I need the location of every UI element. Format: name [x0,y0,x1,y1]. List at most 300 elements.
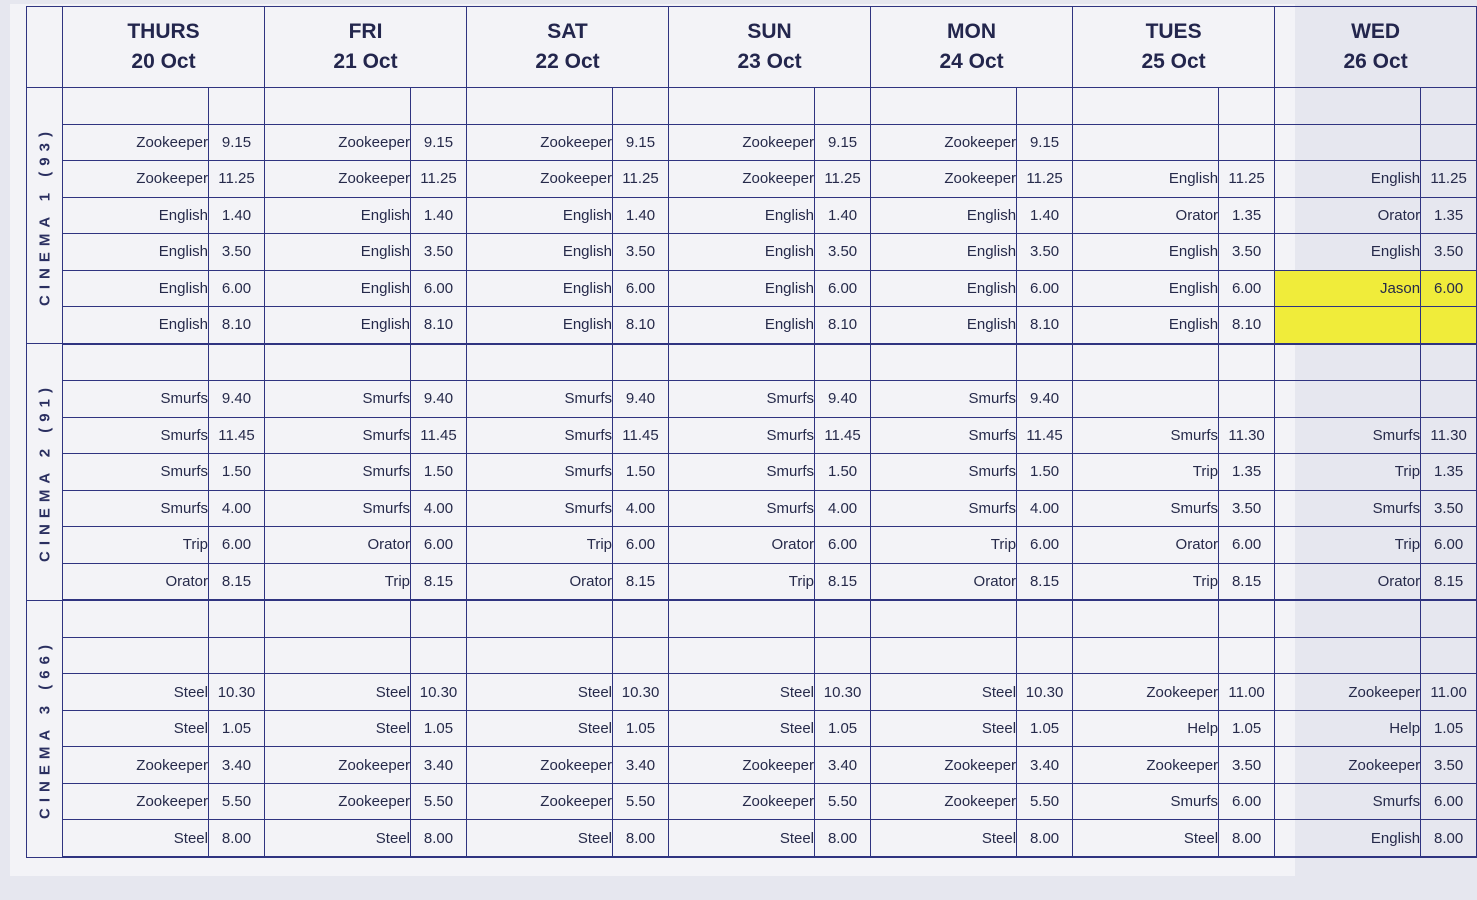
day-name: WED [1351,20,1401,43]
show-time: 9.15 [613,124,669,161]
film-title: English [1073,161,1219,198]
film-title: English [669,234,815,271]
film-title: English [265,270,411,307]
film-title: Zookeeper [669,747,815,784]
empty-cell [1219,88,1275,125]
film-title: English [467,307,613,344]
empty-cell [815,637,871,674]
show-time: 6.00 [1219,783,1275,820]
film-title: Zookeeper [467,747,613,784]
day-header-tues [1073,7,1275,88]
show-time: 6.00 [1421,783,1477,820]
show-time: 6.00 [815,270,871,307]
film-title: Zookeeper [63,783,209,820]
screening-row [27,234,1477,271]
day-date: 20 Oct [131,50,196,73]
show-time [1421,124,1477,161]
film-title: Smurfs [467,454,613,491]
show-time: 6.00 [209,270,265,307]
show-time: 9.40 [815,381,871,418]
show-time: 3.40 [209,747,265,784]
empty-cell [1017,637,1073,674]
show-time: 8.00 [1219,820,1275,857]
screening-row [27,270,1477,307]
show-time: 11.45 [1017,417,1073,454]
film-title: Smurfs [1275,417,1421,454]
film-title: English [871,307,1017,344]
show-time: 3.40 [1017,747,1073,784]
empty-cell [1421,637,1477,674]
show-time: 6.00 [1421,270,1477,307]
empty-cell [669,600,815,637]
empty-cell [411,600,467,637]
film-title: Zookeeper [265,124,411,161]
film-title [1275,124,1421,161]
day-name: SAT [547,20,588,43]
show-time [1421,381,1477,418]
film-title: Steel [669,674,815,711]
screening-row [27,161,1477,198]
empty-cell [1017,344,1073,381]
show-time: 6.00 [1017,527,1073,564]
show-time: 8.15 [613,563,669,600]
film-title: Orator [1275,197,1421,234]
show-time: 4.00 [209,490,265,527]
show-time: 1.05 [411,710,467,747]
empty-cell [1073,344,1219,381]
show-time: 9.15 [411,124,467,161]
show-time: 3.50 [1421,490,1477,527]
show-time: 4.00 [1017,490,1073,527]
empty-cell [1275,637,1421,674]
show-time: 8.00 [1017,820,1073,857]
show-time: 1.35 [1219,454,1275,491]
empty-cell [613,600,669,637]
film-title: Steel [265,710,411,747]
screening-row [27,563,1477,600]
film-title: Zookeeper [265,747,411,784]
show-time: 11.25 [1421,161,1477,198]
film-title: Smurfs [63,381,209,418]
empty-cell [1017,600,1073,637]
empty-cell [1219,344,1275,381]
show-time: 1.05 [1421,710,1477,747]
film-title: Zookeeper [1275,747,1421,784]
empty-cell [871,344,1017,381]
show-time: 5.50 [209,783,265,820]
show-time: 3.40 [815,747,871,784]
show-time: 6.00 [1017,270,1073,307]
show-time: 6.00 [1219,270,1275,307]
film-title: Trip [1275,527,1421,564]
show-time: 5.50 [613,783,669,820]
show-time: 8.10 [1017,307,1073,344]
film-title: English [63,197,209,234]
film-title: Steel [467,710,613,747]
show-time: 1.05 [1017,710,1073,747]
film-title: Zookeeper [1073,747,1219,784]
empty-cell [1073,88,1219,125]
show-time: 8.10 [613,307,669,344]
film-title: Smurfs [265,381,411,418]
show-time: 10.30 [411,674,467,711]
show-time: 3.50 [1421,234,1477,271]
film-title: Zookeeper [467,161,613,198]
film-title: English [669,270,815,307]
film-title: Orator [1073,197,1219,234]
film-title: Steel [669,820,815,857]
show-time: 1.05 [613,710,669,747]
day-date: 26 Oct [1343,50,1408,73]
cinema-label-text: CINEMA 3 (66) [36,638,53,819]
film-title: English [1073,270,1219,307]
show-time: 1.35 [1421,454,1477,491]
show-time: 10.30 [209,674,265,711]
show-time: 6.00 [613,270,669,307]
screening-row [27,490,1477,527]
empty-cell [63,600,209,637]
show-time: 11.45 [815,417,871,454]
show-time: 11.45 [411,417,467,454]
empty-cell [265,600,411,637]
film-title: Smurfs [1073,417,1219,454]
day-header-mon [871,7,1073,88]
empty-cell [613,88,669,125]
show-time: 1.50 [815,454,871,491]
empty-cell [871,600,1017,637]
film-title: Trip [265,563,411,600]
show-time: 1.50 [209,454,265,491]
show-time: 8.10 [209,307,265,344]
film-title: Zookeeper [63,747,209,784]
empty-cell [669,637,815,674]
film-title: Orator [669,527,815,564]
film-title: Zookeeper [871,747,1017,784]
show-time: 3.40 [613,747,669,784]
film-title: English [669,197,815,234]
show-time: 8.15 [1421,563,1477,600]
show-time: 10.30 [815,674,871,711]
show-time: 1.40 [815,197,871,234]
film-title: Zookeeper [63,161,209,198]
show-time: 5.50 [815,783,871,820]
show-time: 3.50 [1219,747,1275,784]
empty-cell [63,637,209,674]
show-time: 1.35 [1219,197,1275,234]
film-title: Zookeeper [669,161,815,198]
film-title: Smurfs [1073,783,1219,820]
film-title: Smurfs [467,490,613,527]
empty-cell [871,88,1017,125]
show-time: 1.35 [1421,197,1477,234]
show-time: 5.50 [1017,783,1073,820]
screening-row [27,381,1477,418]
empty-cell [1073,637,1219,674]
film-title: Steel [63,674,209,711]
empty-cell [1421,88,1477,125]
show-time: 3.50 [1219,490,1275,527]
film-title: Zookeeper [669,124,815,161]
show-time: 10.30 [1017,674,1073,711]
film-title: Orator [265,527,411,564]
show-time: 11.25 [1219,161,1275,198]
show-time: 6.00 [209,527,265,564]
show-time: 8.00 [815,820,871,857]
show-time: 8.15 [815,563,871,600]
film-title: Zookeeper [871,783,1017,820]
schedule-sheet [10,4,1467,876]
show-time: 1.50 [1017,454,1073,491]
empty-cell [815,344,871,381]
film-title: Steel [871,820,1017,857]
show-time: 1.40 [1017,197,1073,234]
show-time: 5.50 [411,783,467,820]
film-title: Smurfs [265,454,411,491]
show-time: 3.50 [1421,747,1477,784]
show-time: 8.15 [1017,563,1073,600]
film-title: English [1275,820,1421,857]
film-title: Smurfs [871,417,1017,454]
day-header-fri [265,7,467,88]
corner-cell [27,7,63,88]
empty-cell [265,637,411,674]
show-time: 11.25 [613,161,669,198]
film-title: English [871,197,1017,234]
empty-cell [467,637,613,674]
cinema-2-label [27,344,63,601]
show-time: 11.00 [1219,674,1275,711]
empty-cell [1219,637,1275,674]
show-time: 4.00 [411,490,467,527]
show-time: 8.10 [1219,307,1275,344]
day-date: 25 Oct [1141,50,1206,73]
screening-row [27,197,1477,234]
show-time: 6.00 [1219,527,1275,564]
show-time: 3.50 [613,234,669,271]
film-title: English [63,307,209,344]
show-time: 6.00 [815,527,871,564]
film-title: Zookeeper [467,124,613,161]
film-title: Orator [1073,527,1219,564]
empty-cell [467,344,613,381]
empty-cell [1275,600,1421,637]
blank-row [27,637,1477,674]
film-title: Smurfs [63,417,209,454]
film-title: English [265,197,411,234]
film-title: Zookeeper [1275,674,1421,711]
empty-cell [209,344,265,381]
cinema-1-label [27,88,63,344]
empty-cell [209,637,265,674]
empty-cell [1421,600,1477,637]
blank-row [27,600,1477,637]
show-time: 11.00 [1421,674,1477,711]
film-title [1073,124,1219,161]
show-time: 9.40 [411,381,467,418]
empty-cell [411,88,467,125]
film-title: English [1275,161,1421,198]
film-title: Steel [265,674,411,711]
day-date: 22 Oct [535,50,600,73]
empty-cell [209,88,265,125]
show-time: 3.50 [1017,234,1073,271]
screening-row [27,124,1477,161]
empty-cell [1219,600,1275,637]
cinema-label-text: CINEMA 1 (93) [36,125,53,306]
film-title: English [871,234,1017,271]
show-time: 9.15 [815,124,871,161]
show-time [1219,124,1275,161]
cinema-label-text: CINEMA 2 (91) [36,381,53,562]
show-time: 8.15 [411,563,467,600]
film-title: Trip [63,527,209,564]
film-title: Steel [467,674,613,711]
empty-cell [1421,344,1477,381]
show-time: 1.40 [411,197,467,234]
film-title: Zookeeper [871,161,1017,198]
film-title: Smurfs [1275,490,1421,527]
show-time: 11.30 [1421,417,1477,454]
film-title: Steel [871,710,1017,747]
show-time: 1.50 [613,454,669,491]
film-title: Steel [265,820,411,857]
cinema-schedule-table [26,6,1477,858]
day-name: SUN [747,20,792,43]
film-title: English [467,234,613,271]
day-header-row [27,7,1477,88]
film-title: Smurfs [871,490,1017,527]
empty-cell [613,637,669,674]
film-title: English [1275,234,1421,271]
show-time: 9.15 [1017,124,1073,161]
film-title: Jason [1275,270,1421,307]
film-title: Smurfs [871,381,1017,418]
film-title: Trip [871,527,1017,564]
empty-cell [63,344,209,381]
film-title: English [1073,307,1219,344]
day-name: FRI [348,20,383,43]
day-header-sun [669,7,871,88]
show-time: 10.30 [613,674,669,711]
empty-cell [467,600,613,637]
film-title: Steel [871,674,1017,711]
cinema-3-label [27,600,63,857]
show-time [1219,381,1275,418]
show-time [1421,307,1477,344]
film-title: English [265,234,411,271]
day-header-wed [1275,7,1477,88]
film-title: Smurfs [1275,783,1421,820]
show-time: 1.40 [613,197,669,234]
show-time: 1.05 [1219,710,1275,747]
screening-row [27,710,1477,747]
screening-row [27,454,1477,491]
empty-cell [613,344,669,381]
film-title: Help [1073,710,1219,747]
show-time: 11.25 [815,161,871,198]
show-time: 8.00 [411,820,467,857]
empty-cell [1073,600,1219,637]
film-title: Steel [63,710,209,747]
film-title: Smurfs [63,454,209,491]
show-time: 8.00 [613,820,669,857]
show-time: 1.05 [815,710,871,747]
show-time: 9.40 [613,381,669,418]
show-time: 9.15 [209,124,265,161]
screening-row [27,674,1477,711]
blank-row [27,88,1477,125]
day-header-thurs [63,7,265,88]
film-title: English [265,307,411,344]
film-title: Orator [871,563,1017,600]
film-title [1073,381,1219,418]
day-date: 24 Oct [939,50,1004,73]
show-time: 8.15 [209,563,265,600]
empty-cell [669,344,815,381]
film-title: Zookeeper [1073,674,1219,711]
day-date: 21 Oct [333,50,398,73]
show-time: 3.40 [411,747,467,784]
film-title: Smurfs [669,417,815,454]
film-title: Zookeeper [265,161,411,198]
film-title: English [669,307,815,344]
show-time: 8.10 [815,307,871,344]
show-time: 6.00 [411,270,467,307]
show-time: 6.00 [613,527,669,564]
film-title: Zookeeper [467,783,613,820]
show-time: 8.15 [1219,563,1275,600]
film-title: Smurfs [871,454,1017,491]
film-title: Smurfs [669,490,815,527]
film-title: Trip [1275,454,1421,491]
show-time: 1.40 [209,197,265,234]
empty-cell [411,344,467,381]
show-time: 4.00 [815,490,871,527]
show-time: 8.00 [209,820,265,857]
show-time: 3.50 [209,234,265,271]
film-title: Steel [63,820,209,857]
film-title: Zookeeper [871,124,1017,161]
empty-cell [669,88,815,125]
film-title: English [467,270,613,307]
film-title: Steel [1073,820,1219,857]
film-title: English [63,234,209,271]
blank-row [27,344,1477,381]
film-title: Zookeeper [669,783,815,820]
empty-cell [1275,344,1421,381]
show-time: 11.25 [209,161,265,198]
screening-row [27,527,1477,564]
show-time: 3.50 [815,234,871,271]
empty-cell [815,88,871,125]
film-title: Orator [467,563,613,600]
show-time: 3.50 [411,234,467,271]
show-time: 11.25 [1017,161,1073,198]
day-date: 23 Oct [737,50,802,73]
screening-row [27,783,1477,820]
day-header-sat [467,7,669,88]
empty-cell [63,88,209,125]
film-title: Smurfs [1073,490,1219,527]
screening-row [27,307,1477,344]
film-title: Steel [467,820,613,857]
film-title: English [871,270,1017,307]
film-title: Smurfs [265,490,411,527]
film-title [1275,307,1421,344]
show-time: 8.00 [1421,820,1477,857]
empty-cell [1017,88,1073,125]
film-title: Smurfs [265,417,411,454]
